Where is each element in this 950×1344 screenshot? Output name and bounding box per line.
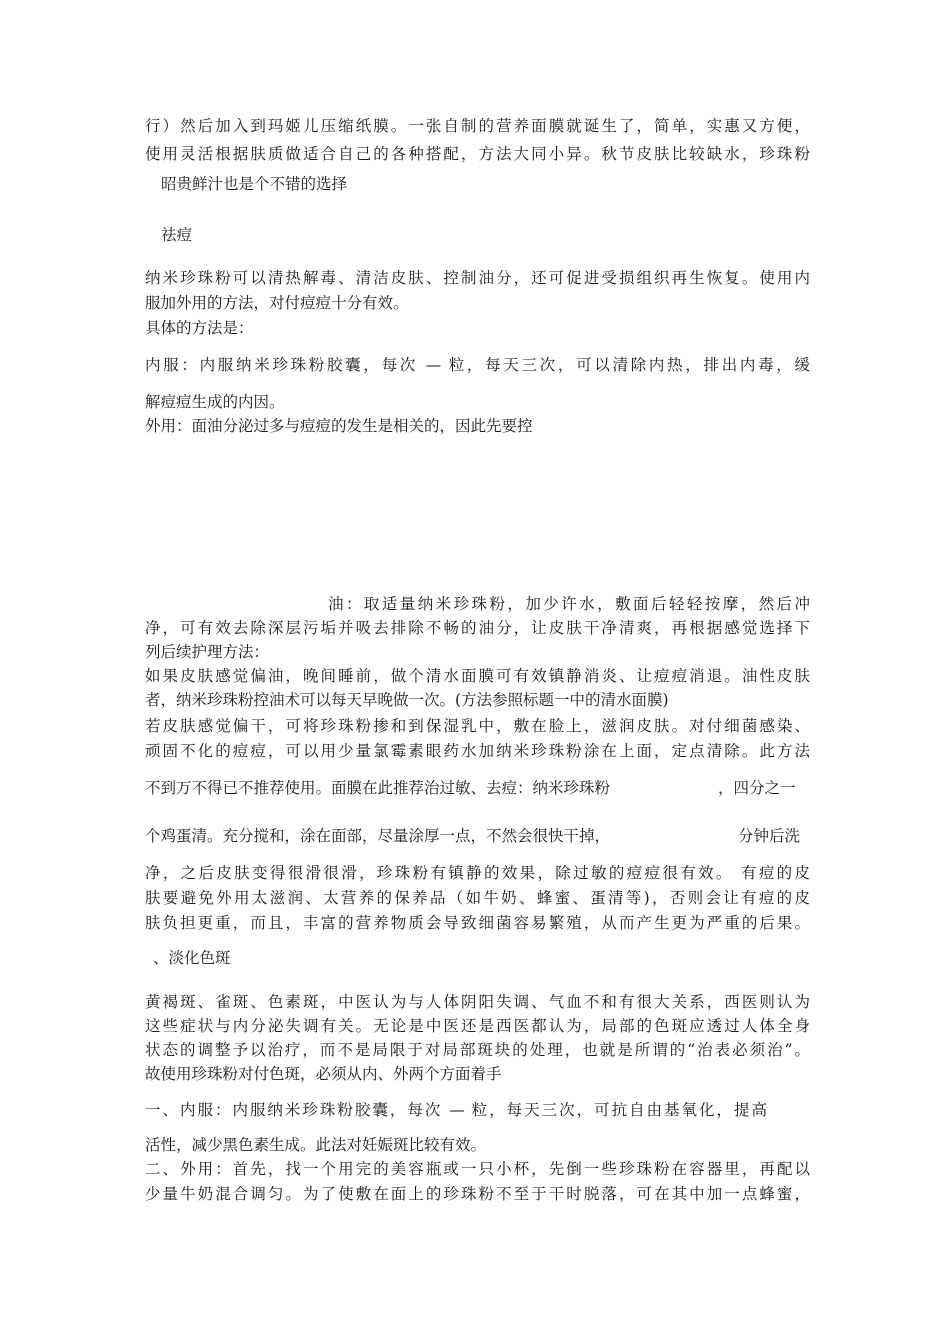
- text-line: 一、内服：内服纳米珍珠粉胶囊，每次 — 粒，每天三次，可抗自由基氧化，提高: [145, 1101, 767, 1119]
- text-line: 少量牛奶混合调匀。为了使敷在面上的珍珠粉不至于干时脱落，可在其中加一点蜂蜜，: [145, 1185, 810, 1203]
- text-line: 纳米珍珠粉可以清热解毒、清洁皮肤、控制油分，还可促进受损组织再生恢复。使用内: [145, 269, 810, 287]
- text-line: 故使用珍珠粉对付色斑，必须从内、外两个方面着手: [145, 1065, 502, 1083]
- text-line: 列后续护理方法：: [145, 643, 270, 661]
- section-heading: 祛痘: [161, 226, 193, 244]
- section-heading: 、淡化色斑: [153, 949, 231, 967]
- text-line: 解痘痘生成的内因。: [145, 393, 285, 411]
- text-line: 顽固不化的痘痘，可以用少量氯霉素眼药水加纳米珍珠粉涂在上面，定点清除。此方法: [145, 742, 810, 760]
- text-line: 肤负担更重，而且，丰富的营养物质会导致细菌容易繁殖，从而产生更为严重的后果。: [145, 914, 810, 932]
- text-line: 油：取适量纳米珍珠粉，加少许水，敷面后轻轻按摩，然后冲: [328, 595, 810, 613]
- text-line: 活性，减少黑色素生成。此法对妊娠斑比较有效。: [145, 1136, 487, 1154]
- text-line: 肤要避免外用太滋润、太营养的保养品（如牛奶、蜂蜜、蛋清等)，否则会让有痘的皮: [145, 889, 810, 907]
- text-line: 具体的方法是：: [145, 319, 254, 337]
- text-line: 分钟后洗: [738, 827, 801, 845]
- text-line: ，四分之一: [718, 779, 796, 797]
- text-line: 外用：面油分泌过多与痘痘的发生是相关的，因此先要控: [145, 417, 533, 435]
- text-line: 个鸡蛋清。充分搅和，涂在面部，尽量涂厚一点，不然会很快干掉，: [145, 827, 611, 845]
- text-line: 若皮肤感觉偏干，可将珍珠粉掺和到保湿乳中，敷在脸上，滋润皮肤。对付细菌感染、: [145, 717, 810, 735]
- text-line: 使用灵活根据肤质做适合自己的各种搭配，方法大同小异。秋节皮肤比较缺水，珍珠粉: [145, 145, 810, 163]
- text-line: 不到万不得已不推荐使用。面膜在此推荐治过敏、去痘：纳米珍珠粉: [145, 779, 611, 797]
- text-line: 状态的调整予以治疗，而不是局限于对局部斑块的处理，也就是所谓的“治表必须治”。: [145, 1041, 810, 1059]
- text-line: 内服：内服纳米珍珠粉胶囊，每次 — 粒，每天三次，可以清除内热，排出内毒，缓: [145, 356, 810, 374]
- text-line: 者，纳米珍珠粉控油术可以每天早晚做一次。(方法参照标题一中的清水面膜): [145, 691, 669, 709]
- text-line: 行）然后加入到玛姬儿压缩纸膜。一张自制的营养面膜就诞生了，简单，实惠又方便，: [145, 117, 810, 135]
- text-line: 净，可有效去除深层污垢并吸去排除不畅的油分，让皮肤干净清爽，再根据感觉选择下: [145, 619, 810, 637]
- text-line: 黄褐斑、雀斑、色素斑，中医认为与人体阴阳失调、气血不和有很大关系，西医则认为: [145, 993, 810, 1011]
- text-line: 这些症状与内分泌失调有关。无论是中医还是西医都认为，局部的色斑应透过人体全身: [145, 1017, 810, 1035]
- text-line: 净，之后皮肤变得很滑很滑，珍珠粉有镇静的效果，除过敏的痘痘很有效。 有痘的皮: [145, 864, 810, 882]
- text-line: 昭贵鲜汁也是个不错的选择: [161, 175, 348, 193]
- text-line: 二、外用：首先，找一个用完的美容瓶或一只小杯，先倒一些珍珠粉在容器里，再配以: [145, 1160, 810, 1178]
- text-line: 服加外用的方法，对付痘痘十分有效。: [145, 294, 409, 312]
- text-line: 如果皮肤感觉偏油，晚间睡前，做个清水面膜可有效镇静消炎、让痘痘消退。油性皮肤: [145, 667, 810, 685]
